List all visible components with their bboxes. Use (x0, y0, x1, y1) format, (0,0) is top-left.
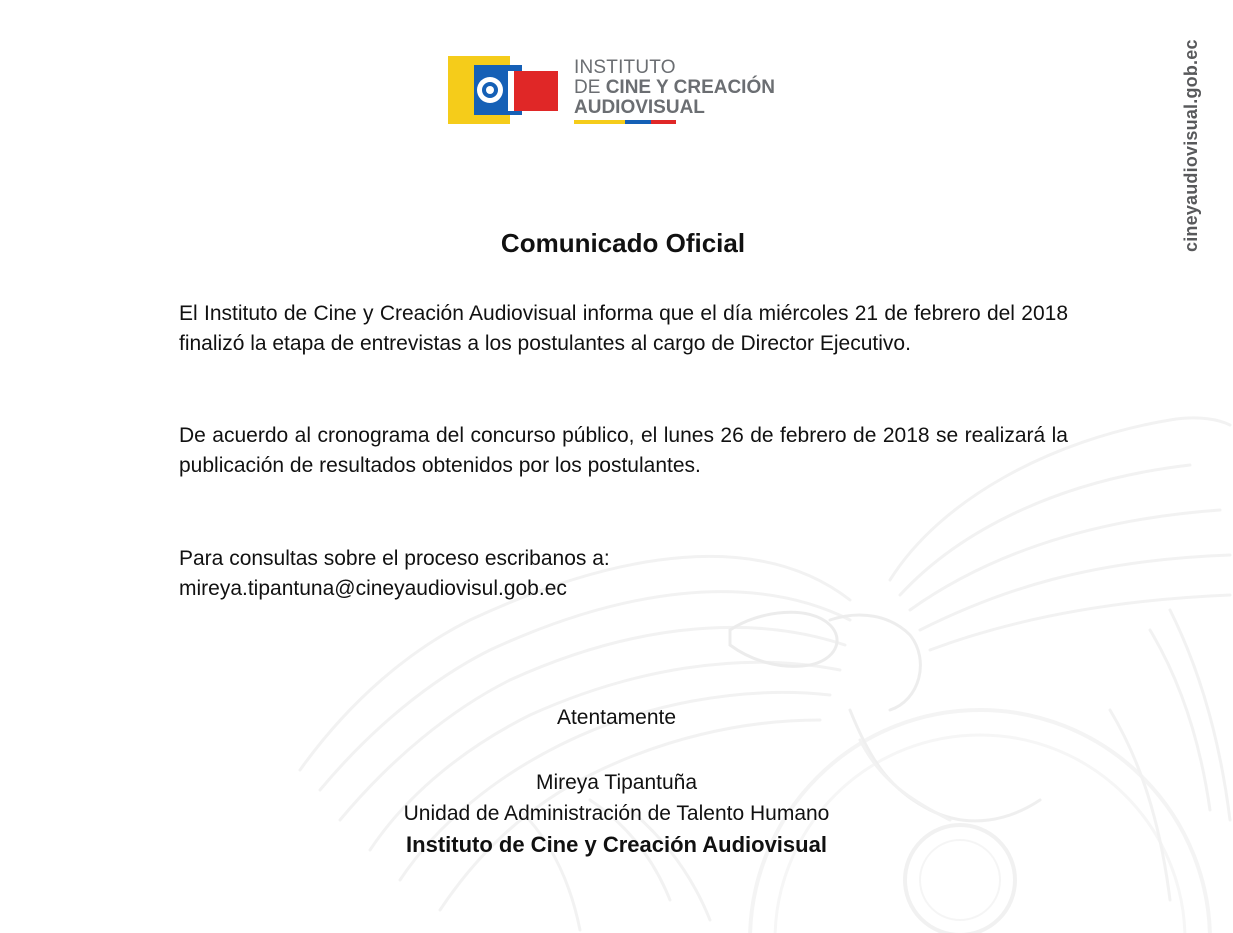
logo-line-2-bold: CINE Y CREACIÓN (605, 77, 775, 98)
signer-unit: Unidad de Administración de Talento Humano (403, 802, 830, 825)
contact-block (179, 544, 1068, 604)
signer-organization: Instituto de Cine y Creación Audiovisual (406, 832, 827, 857)
stripe-yellow (574, 120, 625, 124)
closing-salutation: Atentamente (556, 706, 677, 729)
logo-line-2 (574, 78, 775, 98)
logo-line-2-prefix: DE (574, 77, 606, 98)
side-website-url-text: cineyaudiovisual.gob.ec (1181, 39, 1201, 252)
signer-name: Mireya Tipantuña (535, 771, 698, 794)
side-website-url (1170, 38, 1210, 258)
contact-line: Para consultas sobre el proceso escribanos a: (179, 547, 610, 570)
logo-line-3: AUDIOVISUAL (574, 97, 705, 118)
contact-email: mireya.tipantuna@cineyaudiovisul.gob.ec (179, 577, 567, 600)
logo-line-1: INSTITUTO (574, 57, 676, 78)
logo-flag-stripe (574, 120, 676, 124)
paragraph-announcement: El Instituto de Cine y Creación Audiovisual informa que el día miércoles 21 de febrero del 2018 finalizó la etapa de entrevistas a los postulantes al cargo de Director Ejecutivo. (179, 302, 1068, 355)
stripe-red (651, 120, 676, 124)
document-title: Comunicado Oficial (500, 228, 746, 258)
institute-logo-icon (448, 56, 558, 124)
institute-logo (448, 56, 788, 128)
paragraph-schedule: De acuerdo al cronograma del concurso público, el lunes 26 de febrero de 2018 se realizará la publicación de resultados obtenidos por los postulantes. (179, 424, 1068, 477)
institute-logo-wordmark (574, 58, 775, 118)
stripe-blue (625, 120, 651, 124)
